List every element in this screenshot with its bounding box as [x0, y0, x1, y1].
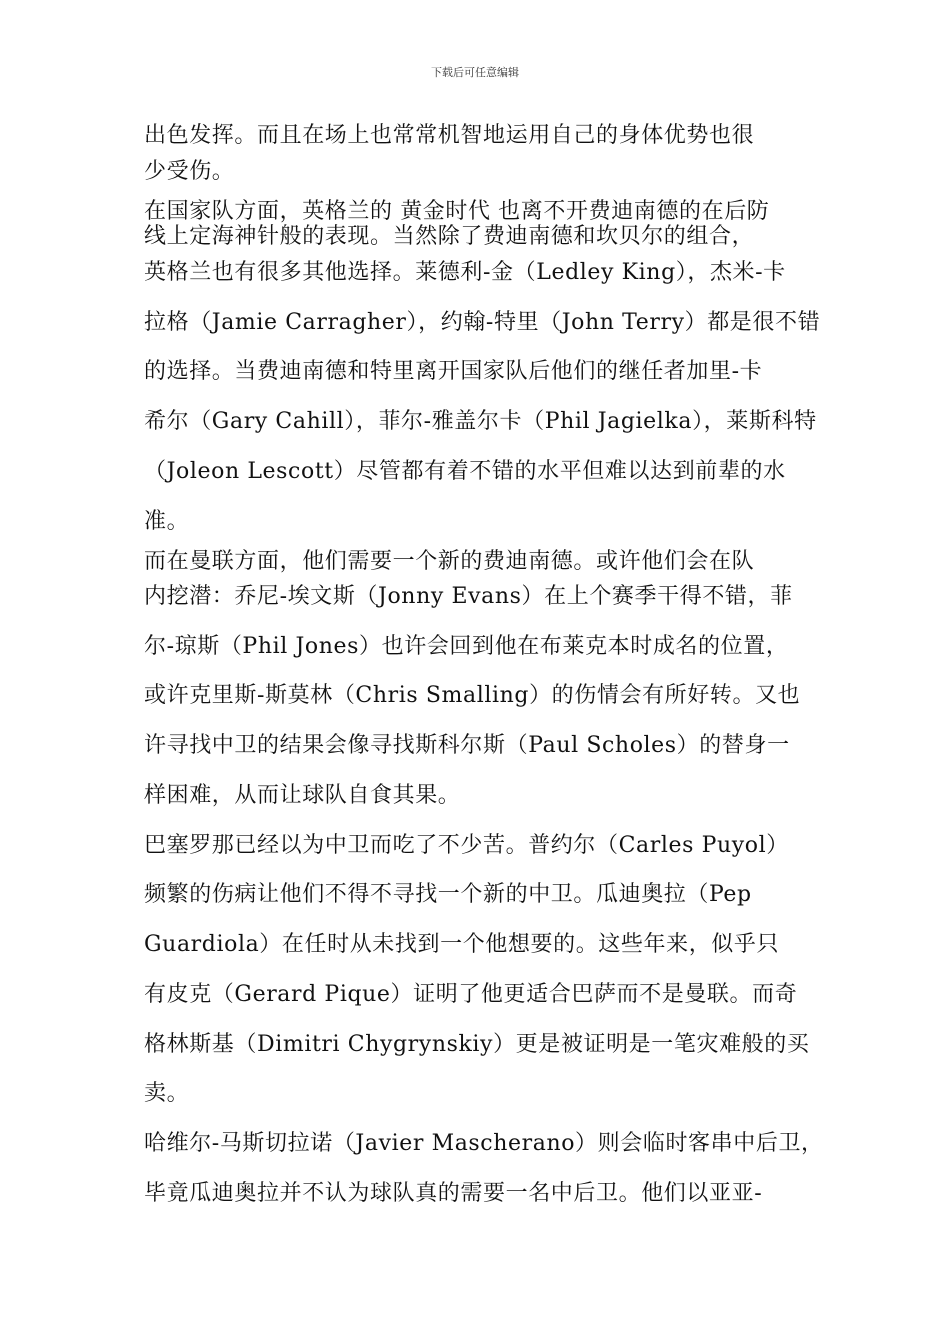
- text-line: 有皮克（Gerard Pique）证明了他更适合巴萨而不是曼联。而奇: [144, 982, 798, 1007]
- text-line: 准。: [144, 509, 190, 534]
- text-line: 的选择。当费迪南德和特里离开国家队后他们的继任者加里-卡: [144, 359, 763, 384]
- text-line: 尔-琼斯（Phil Jones）也许会回到他在布莱克本时成名的位置，: [144, 634, 789, 659]
- text-line: 样困难，从而让球队自食其果。: [144, 783, 461, 808]
- text-line: 线上定海神针般的表现。当然除了费迪南德和坎贝尔的组合，: [144, 224, 755, 249]
- text-line: 少受伤。: [144, 159, 235, 184]
- text-line: 格林斯基（Dimitri Chygrynskiy）更是被证明是一笔灾难般的买: [144, 1032, 810, 1057]
- text-line: 拉格（Jamie Carragher），约翰-特里（John Terry）都是很不错: [144, 310, 821, 335]
- text-line: 频繁的伤病让他们不得不寻找一个新的中卫。瓜迪奥拉（Pep: [144, 882, 752, 907]
- text-line: 许寻找中卫的结果会像寻找斯科尔斯（Paul Scholes）的替身一: [144, 733, 790, 758]
- text-line: 出色发挥。而且在场上也常常机智地运用自己的身体优势也很: [144, 123, 755, 148]
- text-line: 巴塞罗那已经以为中卫而吃了不少苦。普约尔（Carles Puyol）: [144, 833, 789, 858]
- text-line: （Joleon Lescott）尽管都有着不错的水平但难以达到前辈的水: [144, 459, 786, 484]
- text-line: 或许克里斯-斯莫林（Chris Smalling）的伤情会有所好转。又也: [144, 683, 801, 708]
- text-line: 在国家队方面，英格兰的 黄金时代 也离不开费迪南德的在后防: [144, 199, 770, 224]
- text-line: 希尔（Gary Cahill），菲尔-雅盖尔卡（Phil Jagielka），莱斯科特: [144, 409, 817, 434]
- page-header: 下载后可任意编辑: [431, 66, 519, 79]
- text-line: 内挖潜：乔尼-埃文斯（Jonny Evans）在上个赛季干得不错，菲: [144, 584, 793, 609]
- text-line: 哈维尔-马斯切拉诺（Javier Mascherano）则会临时客串中后卫，: [144, 1131, 824, 1156]
- text-line: Guardiola）在任时从未找到一个他想要的。这些年来，似乎只: [144, 932, 780, 957]
- text-line: 卖。: [144, 1081, 190, 1106]
- text-line: 而在曼联方面，他们需要一个新的费迪南德。或许他们会在队: [144, 549, 755, 574]
- text-line: 英格兰也有很多其他选择。莱德利-金（Ledley King），杰米-卡: [144, 260, 786, 285]
- text-line: 毕竟瓜迪奥拉并不认为球队真的需要一名中后卫。他们以亚亚-: [144, 1181, 763, 1206]
